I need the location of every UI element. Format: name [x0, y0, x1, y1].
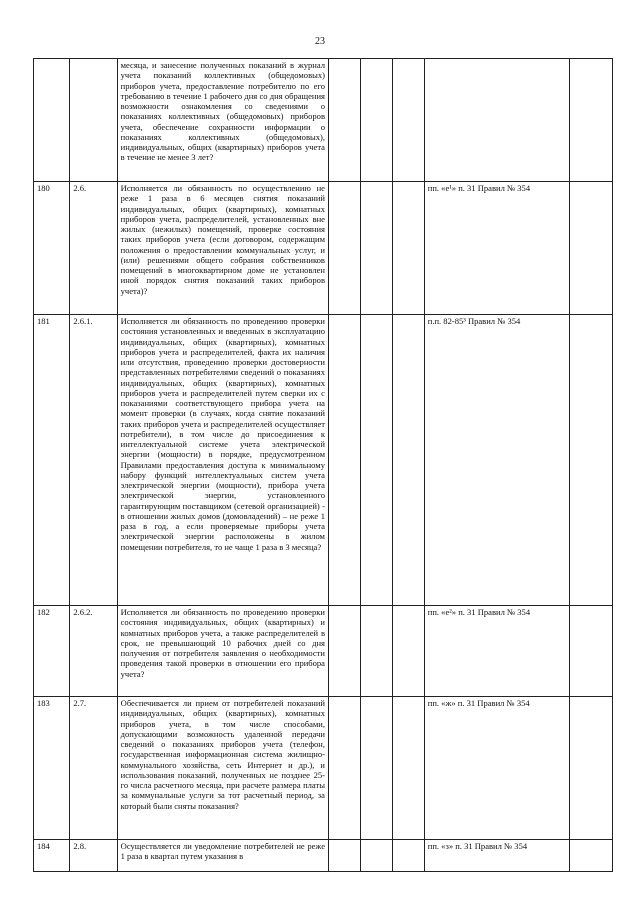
row-number: 183 [34, 697, 70, 840]
answer-na-cell [392, 59, 424, 182]
answer-yes-cell [328, 59, 360, 182]
answer-no-cell [360, 59, 392, 182]
table-row [34, 182, 613, 315]
row-code: 2.6.1. [70, 315, 117, 606]
answer-na-cell [392, 697, 424, 840]
row-note-cell [570, 697, 613, 840]
row-note-cell [570, 59, 613, 182]
answer-yes-cell [328, 697, 360, 840]
row-question: Исполняется ли обязанность по проведению проверки состояния индивидуальных, общих (квартирных) и комнатных приборов учета, а также распределителей в срок, не превышающий 10 рабочих дней со дня получения от потребителя заявления о необходимости проведения такой проверки в отношении его прибора учета? [117, 606, 328, 697]
row-reference: пп. «е¹» п. 31 Правил № 354 [424, 182, 569, 315]
row-number: 180 [34, 182, 70, 315]
answer-no-cell [360, 697, 392, 840]
answer-na-cell [392, 840, 424, 872]
row-reference: пп. «ж» п. 31 Правил № 354 [424, 697, 569, 840]
answer-yes-cell [328, 606, 360, 697]
answer-no-cell [360, 315, 392, 606]
row-reference: п.п. 82-85³ Правил № 354 [424, 315, 569, 606]
row-code: 2.6.2. [70, 606, 117, 697]
row-reference [424, 59, 569, 182]
row-question: Исполняется ли обязанность по осуществлению не реже 1 раза в 6 месяцев снятия показаний индивидуальных, общих (квартирных), комнатных приборов учета, распределителей, установленных вне жилых (нежилых) помещений, проверке состояния таких приборов учета (если договором, содержащим положения о предоставлении коммунальных услуг, и (или) решениями общего собрания собственников помещений в многоквартирном доме не установлен иной порядок снятия показаний таких приборов учета)? [117, 182, 328, 315]
row-reference: пп. «е²» п. 31 Правил № 354 [424, 606, 569, 697]
row-number: 184 [34, 840, 70, 872]
row-code: 2.7. [70, 697, 117, 840]
table-row [34, 59, 613, 182]
row-question: Осуществляется ли уведомление потребителей не реже 1 раза в квартал путем указания в [117, 840, 328, 872]
answer-no-cell [360, 182, 392, 315]
row-question: месяца, и занесение полученных показаний в журнал учета показаний коллективных (общедомовых) приборов учета, предоставление потребителю по его требованию в течение 1 рабочего дня со дня обращения возможности ознакомления со сведениями о показаниях коллективных (общедомовых) приборов учета, обеспечение сохранности информации о показаниях коллективных (общедомовых), индивидуальных, общих (квартирных) приборов учета в течение не менее 3 лет? [117, 59, 328, 182]
row-note-cell [570, 182, 613, 315]
answer-na-cell [392, 315, 424, 606]
row-code: 2.6. [70, 182, 117, 315]
row-reference: пп. «з» п. 31 Правил № 354 [424, 840, 569, 872]
row-number: 182 [34, 606, 70, 697]
row-code: 2.8. [70, 840, 117, 872]
answer-na-cell [392, 182, 424, 315]
row-code [70, 59, 117, 182]
checklist-table [33, 58, 613, 872]
page-number: 23 [315, 36, 325, 47]
row-note-cell [570, 606, 613, 697]
answer-no-cell [360, 606, 392, 697]
table-row [34, 697, 613, 840]
row-number [34, 59, 70, 182]
answer-yes-cell [328, 840, 360, 872]
row-note-cell [570, 840, 613, 872]
row-question: Обеспечивается ли прием от потребителей показаний индивидуальных, общих (квартирных), комнатных приборов учета, в том числе способами, допускающими возможность удаленной передачи сведений о показаниях приборов учета (телефон, государственная информационная система жилищно-коммунального хозяйства, сеть Интернет и др.), и использования показаний, полученных не позднее 25-го числа расчетного месяца, при расчете размера платы за коммунальные услуги за тот расчетный период, за который были сняты показания? [117, 697, 328, 840]
answer-yes-cell [328, 182, 360, 315]
answer-no-cell [360, 840, 392, 872]
row-question: Исполняется ли обязанность по проведению проверки состояния установленных и введенных в эксплуатацию индивидуальных, общих (квартирных), комнатных приборов учета и распределителей, факта их наличия или отсутствия, проведению проверки достоверности представленных потребителями сведений о показаниях индивидуальных, общих (квартирных), комнатных приборов учета и распределителей путем сверки их с показаниями соответствующего прибора учета на момент проверки (в случаях, когда снятие показаний таких приборов учета и распределителей осуществляет потребители), в том числе до присоединения к интеллектуальной системе учета электрической энергии (мощности) в порядке, предусмотренном Правилами предоставления доступа к минимальному набору функций интеллектуальных систем учета электрической энергии (мощности), прибора учета электрической энергии, установленного гарантирующим поставщиком (сетевой организацией) - в отношении жилых домов (домовладений) – не реже 1 раза в год, а если проверяемые приборы учета электрической энергии расположены в жилом помещении потребителя, то не чаще 1 раза в 3 месяца? [117, 315, 328, 606]
row-note-cell [570, 315, 613, 606]
table-row [34, 606, 613, 697]
row-number: 181 [34, 315, 70, 606]
table-row [34, 840, 613, 872]
table-row [34, 315, 613, 606]
answer-na-cell [392, 606, 424, 697]
answer-yes-cell [328, 315, 360, 606]
